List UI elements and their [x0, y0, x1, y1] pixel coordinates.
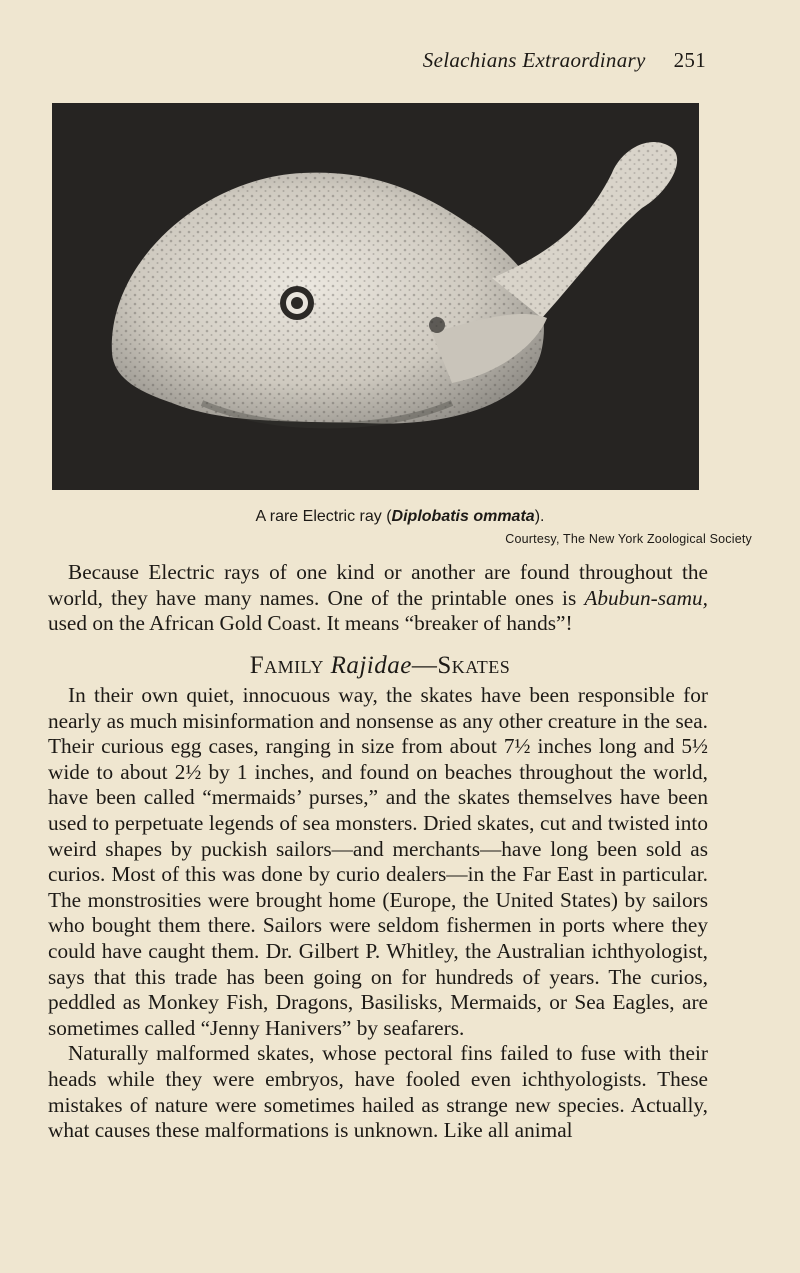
section-heading: [0, 652, 760, 680]
heading-rajidae: Rajidae: [330, 652, 412, 679]
running-head: [0, 48, 706, 73]
caption-text: A rare Electric ray (: [255, 508, 392, 525]
page-number: 251: [673, 48, 706, 72]
electric-ray-photo: [52, 103, 699, 490]
paragraph-malformed: Naturally malformed skates, whose pectoral fins failed to fuse with their heads while they were embryos, have fooled even ichthyologists. These mistakes of nature were sometimes hailed as strange new species. Actually, what causes these malformations is unknown. Like all animal: [48, 1041, 708, 1143]
electric-ray-illustration: [52, 103, 699, 490]
caption-species: Diplobatis ommata: [391, 508, 535, 525]
heading-dash: —: [411, 652, 438, 679]
heading-skates: Skates: [437, 652, 511, 679]
running-head-title: Selachians Extraordinary: [422, 48, 646, 72]
paragraph-skates: In their own quiet, innocuous way, the skates have been responsible for nearly as much misinformation and nonsense as any other creature in the sea. Their curious egg cases, ranging in size from about 7½ inches long and 5½ wide to about 2½ by 1 inches, and found on beaches throughout the world, have been called “mermaids’ purses,” and the skates themselves have been used to perpetuate legends of sea monsters. Dried skates, cut and twisted into weird shapes by puckish sailors—and merchants—have long been sold as curios. Most of this was done by curio dealers—in the Far East in particular. The monstrosities were brought home (Europe, the United States) by sailors who bought them there. Sailors were seldom fishermen in ports where they could have caught them. Dr. Gilbert P. Whitley, the Australian ichthyologist, says that this trade has been going on for hundreds of years. The curios, peddled as Monkey Fish, Dragons, Basilisks, Mermaids, or Sea Eagles, are sometimes called “Jenny Hanivers” by seafarers.: [48, 683, 708, 1040]
heading-family: Family: [249, 652, 324, 679]
p1-italic-term: Abubun-samu,: [584, 585, 708, 610]
figure-caption: [0, 508, 800, 526]
caption-end: ).: [534, 508, 545, 525]
paragraph-electric-rays: [48, 560, 708, 637]
p1-text-b: used on the African Gold Coast. It means “breaker of hands”!: [48, 611, 573, 636]
skates-body: [48, 683, 708, 1144]
p1-text-a: Because Electric rays of one kind or another are found throughout the world, they have many names. One of the printable ones is: [48, 560, 708, 610]
figure-credit: Courtesy, The New York Zoological Society: [505, 532, 752, 546]
